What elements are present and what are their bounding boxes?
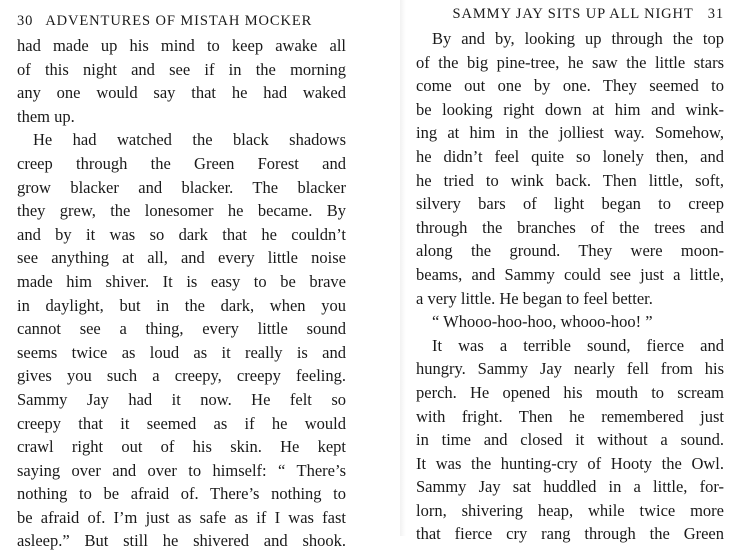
text-line: see anything at all, and every little noise [17, 248, 346, 268]
text-line: Sammy Jay sat huddled in a little, for- [416, 477, 724, 497]
text-line: lorn, shivering heap, while twice more [416, 500, 724, 520]
text-line: he didn’t feel quite so lonely then, and [416, 146, 724, 166]
text-line: It was the hunting-cry of Hooty the Owl. [416, 453, 724, 473]
text-line: any one would say that he had waked [17, 83, 346, 103]
text-line: crawl right out of his skin. He kept [17, 437, 346, 457]
text-line: come out one by one. They seemed to [416, 76, 724, 96]
text-line: along the ground. They were moon- [416, 241, 724, 261]
left-page-body [17, 34, 346, 553]
text-line: grow blacker and blacker. The blacker [17, 177, 346, 197]
text-line: them up. [17, 106, 75, 126]
right-page [400, 0, 734, 544]
text-line: cannot see a thing, every little sound [17, 319, 346, 339]
right-page-body [416, 27, 724, 546]
left-page [0, 0, 356, 551]
text-line: through the branches of the trees and [416, 217, 724, 237]
left-page-header [17, 12, 346, 34]
text-line: asleep.” But still he shivered and shook. [17, 531, 346, 551]
text-line: be afraid of. I’m just as safe as if I was fast [17, 507, 346, 527]
text-line: he tried to wink back. Then little, soft, [416, 170, 724, 190]
text-line: and by it was so dark that he couldn’t [17, 224, 346, 244]
text-line: hungry. Sammy Jay nearly fell from his [416, 359, 724, 379]
left-page-number: 30 [17, 13, 34, 29]
left-running-head: ADVENTURES OF MISTAH MOCKER [45, 13, 313, 29]
text-line: He had watched the black shadows [33, 130, 346, 150]
text-line: Sammy Jay had it now. He felt so [17, 389, 346, 409]
text-line: they grew, the lonesomer he became. By [17, 201, 346, 221]
text-line: in time and closed it without a sound. [416, 430, 724, 450]
right-running-head: SAMMY JAY SITS UP ALL NIGHT [452, 6, 694, 22]
text-line: a very little. He began to feel better. [416, 288, 653, 308]
page-gutter [356, 0, 400, 536]
text-line: seems twice as loud as it really is and [17, 342, 346, 362]
text-line: perch. He opened his mouth to scream [416, 382, 724, 402]
text-line: It was a terrible sound, fierce and [432, 335, 724, 355]
right-page-number: 31 [707, 6, 724, 22]
text-line: of the big pine-tree, he saw the little stars [416, 52, 724, 72]
text-line: creepy that it seemed as if he would [17, 413, 346, 433]
text-line: in daylight, but in the dark, when you [17, 295, 346, 315]
text-line: be looking right down at him and wink- [416, 99, 724, 119]
text-line: ing at him in the jolliest way. Somehow, [416, 123, 724, 143]
text-line: By and by, looking up through the top [432, 29, 724, 48]
text-line: saying over and over to himself: “ There’s [17, 460, 346, 480]
text-line: made him shiver. It is easy to be brave [17, 271, 346, 291]
text-line: nothing to be afraid of. There’s nothing to [17, 484, 346, 504]
text-line: beams, and Sammy could see just a little, [416, 264, 724, 284]
text-line: “ Whooo-hoo-hoo, whooo-hoo! ” [432, 312, 653, 332]
text-line: creep through the Green Forest and [17, 153, 346, 173]
text-line: that fierce cry rang through the Green [416, 524, 724, 544]
text-line: silvery bars of light began to creep [416, 194, 724, 214]
text-line: of this night and see if in the morning [17, 59, 346, 79]
text-line: with fright. Then he remembered just [416, 406, 724, 426]
text-line: gives you such a creepy, creepy feeling. [17, 366, 346, 386]
text-line: had made up his mind to keep awake all [17, 36, 346, 55]
right-page-header [416, 5, 724, 27]
